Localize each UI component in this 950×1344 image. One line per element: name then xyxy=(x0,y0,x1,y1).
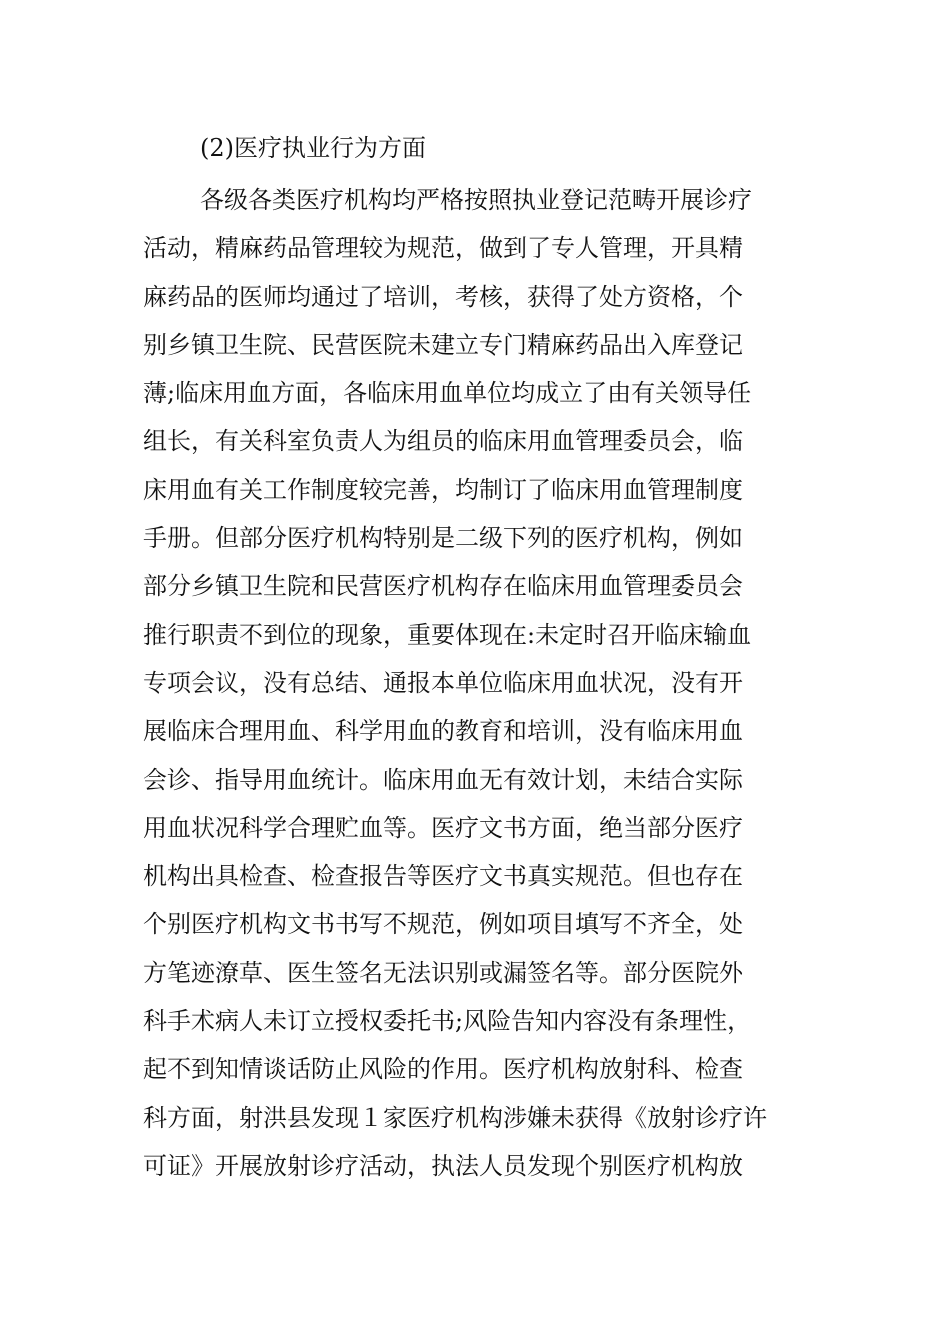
text-line: 部分乡镇卫生院和民营医疗机构存在临床用血管理委员会 xyxy=(143,572,743,601)
text-line: 推行职责不到位的现象，重要体现在:未定时召开临床输血 xyxy=(143,620,752,649)
text-line: 薄;临床用血方面，各临床用血单位均成立了由有关领导任 xyxy=(143,379,752,408)
text-line: 别乡镇卫生院、民营医院未建立专门精麻药品出入库登记 xyxy=(143,330,743,359)
text-line: 专项会议，没有总结、通报本单位临床用血状况，没有开 xyxy=(143,668,743,697)
text-line: 机构出具检查、检查报告等医疗文书真实规范。但也存在 xyxy=(143,862,743,891)
text-line: 起不到知情谈话防止风险的作用。医疗机构放射科、检查 xyxy=(143,1055,743,1084)
text-line: 个别医疗机构文书书写不规范，例如项目填写不齐全，处 xyxy=(143,910,743,939)
body-paragraph xyxy=(143,176,808,1190)
text-line: 麻药品的医师均通过了培训，考核，获得了处方资格，个 xyxy=(143,282,743,311)
text-line: 科手术病人未订立授权委托书;风险告知内容没有条理性， xyxy=(143,1007,752,1036)
section-heading: (2)医疗执业行为方面 xyxy=(200,134,426,162)
text-line: 可证》开展放射诊疗活动，执法人员发现个别医疗机构放 xyxy=(143,1151,743,1180)
text-line: 方笔迹潦草、医生签名无法识别或漏签名等。部分医院外 xyxy=(143,958,743,987)
text-line: 科方面，射洪县发现１家医疗机构涉嫌未获得《放射诊疗许 xyxy=(143,1103,767,1132)
text-line: 用血状况科学合理贮血等。医疗文书方面，绝当部分医疗 xyxy=(143,813,743,842)
text-line: 会诊、指导用血统计。临床用血无有效计划，未结合实际 xyxy=(143,765,743,794)
text-line: 展临床合理用血、科学用血的教育和培训，没有临床用血 xyxy=(143,717,743,746)
text-line: 床用血有关工作制度较完善，均制订了临床用血管理制度 xyxy=(143,475,743,504)
text-line: 活动，精麻药品管理较为规范，做到了专人管理，开具精 xyxy=(143,234,743,263)
text-line: 各级各类医疗机构均严格按照执业登记范畴开展诊疗 xyxy=(200,186,752,214)
text-line: 手册。但部分医疗机构特别是二级下列的医疗机构，例如 xyxy=(143,524,743,553)
text-line: 组长，有关科室负责人为组员的临床用血管理委员会，临 xyxy=(143,427,743,456)
